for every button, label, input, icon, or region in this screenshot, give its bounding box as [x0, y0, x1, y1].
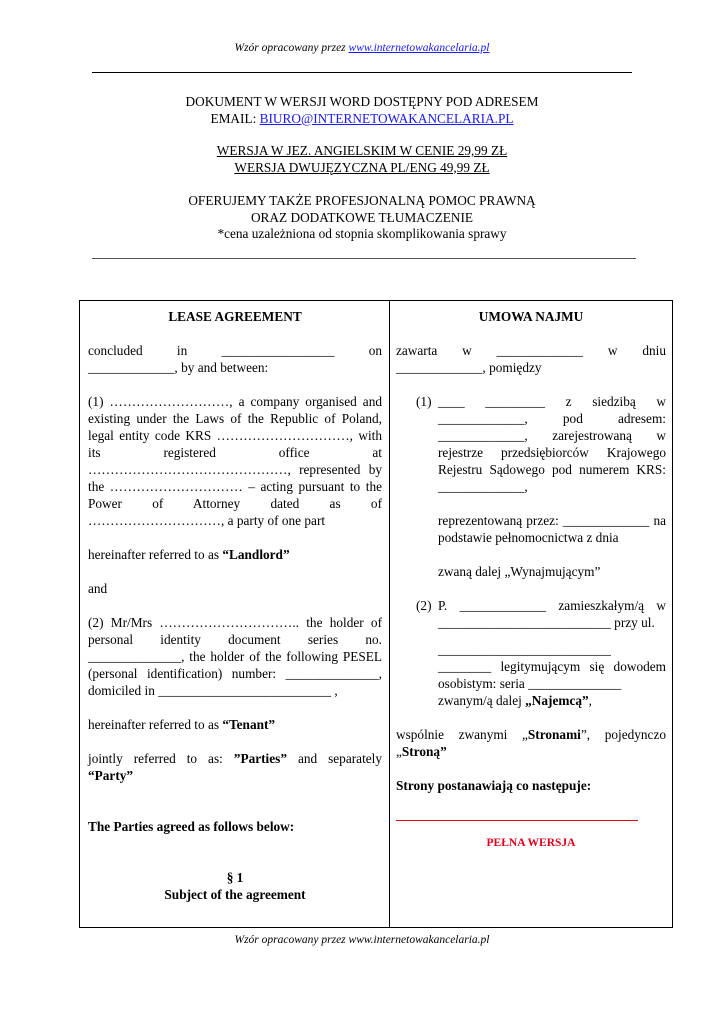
- english-title: LEASE AGREEMENT: [168, 309, 302, 324]
- intro-offer-block: [80, 193, 644, 243]
- polish-party1-number: (1): [416, 394, 432, 409]
- intro-line1: DOKUMENT W WERSJI WORD DOSTĘPNY POD ADRESEM: [185, 94, 539, 109]
- english-party1: (1) ………………………, a company organised and existing under the Laws of the Republic of Poland, legal entity code KRS …………………………, with its registered office at ………………………………………, represented by the ………………………… – acting pursuant to the Power of Attorney dated as of …………………………, a party of one part: [88, 394, 382, 528]
- english-landlord-def: hereinafter referred to as “Landlord”: [88, 547, 290, 562]
- intro-price-block: [80, 143, 644, 176]
- polish-postanawiaja: Strony postanawiają co następuje:: [396, 778, 592, 793]
- polish-party2-text: P. _____________ zamieszkałym/ą w __________________________ przy ul.: [438, 598, 666, 630]
- intro-separator: [92, 258, 636, 259]
- bilingual-table: [79, 300, 673, 928]
- offer-line3: *cena uzależniona od stopnia skomplikowania sprawy: [217, 226, 507, 241]
- header-prefix: Wzór opracowany przez: [234, 42, 349, 54]
- polish-party2-number: (2): [416, 598, 432, 613]
- header-link[interactable]: www.internetowakancelaria.pl: [348, 42, 490, 54]
- polish-tenant-def: zwanym/ą dalej „Najemcą”,: [438, 693, 592, 708]
- english-section-title: Subject of the agreement: [164, 887, 306, 902]
- polish-party2: [396, 597, 666, 631]
- offer-line1: OFERUJEMY TAKŻE PROFESJONALNĄ POMOC PRAWNĄ: [188, 193, 536, 208]
- price-bilingual: WERSJA DWUJĘZYCZNA PL/ENG 49,99 ZŁ: [234, 159, 490, 175]
- column-divider: [389, 301, 390, 927]
- english-party2: (2) Mr/Mrs ………………………….. the holder of personal identity document series no. ______________, the holder of the following PESEL (personal identification) number: ______________, domiciled in __________________________ ,: [88, 615, 382, 698]
- polish-wspolnie: wspólnie zwanymi „Stronami”, pojedynczo „Stroną”: [396, 727, 666, 759]
- offer-line2: ORAZ DODATKOWE TŁUMACZENIE: [250, 209, 474, 225]
- intro-line2: EMAIL: BIURO@INTERNETOWAKANCELARIA.PL: [210, 110, 514, 126]
- polish-party1-representation: reprezentowaną przez: _____________ na podstawie pełnomocnictwa z dnia: [438, 513, 666, 545]
- price-english: WERSJA W JEZ. ANGIELSKIM W CENIE 29,99 ZŁ: [216, 143, 508, 158]
- page-header: [0, 42, 724, 54]
- email-link[interactable]: BIURO@INTERNETOWAKANCELARIA.PL: [259, 110, 514, 126]
- intro-address-block: [80, 94, 644, 127]
- polish-party1-text: ____ _________ z siedzibą w _____________, pod adresem: _____________, zarejestrowaną w rejestrze przedsiębiorców Krajowego Rejestru Sądowego pod numerem KRS: _____________,: [438, 394, 666, 494]
- polish-zawarta: zawarta w _____________ w dniu _____________, pomiędzy: [396, 343, 666, 375]
- english-concluded: concluded in _________________ on _____________, by and between:: [88, 343, 382, 375]
- english-column: [88, 301, 382, 903]
- polish-title: UMOWA NAJMU: [478, 309, 584, 324]
- english-agreed: The Parties agreed as follows below:: [88, 819, 295, 834]
- polish-column: [396, 301, 666, 852]
- full-version-label: PEŁNA WERSJA: [486, 837, 576, 849]
- header-rule: [92, 72, 632, 73]
- polish-party1: [396, 393, 666, 495]
- page-footer: Wzór opracowany przez www.internetowakancelaria.pl: [234, 934, 490, 946]
- english-section-number: § 1: [226, 870, 244, 885]
- polish-party2-id: __________________________ ________ legitymującym się dowodem osobistym: seria ______________: [438, 642, 666, 691]
- english-jointly: jointly referred to as: ”Parties” and separately “Party”: [88, 751, 383, 783]
- polish-landlord-def: zwaną dalej „Wynajmującym”: [438, 564, 601, 579]
- english-tenant-def: hereinafter referred to as “Tenant”: [88, 717, 276, 732]
- english-and: and: [88, 581, 108, 596]
